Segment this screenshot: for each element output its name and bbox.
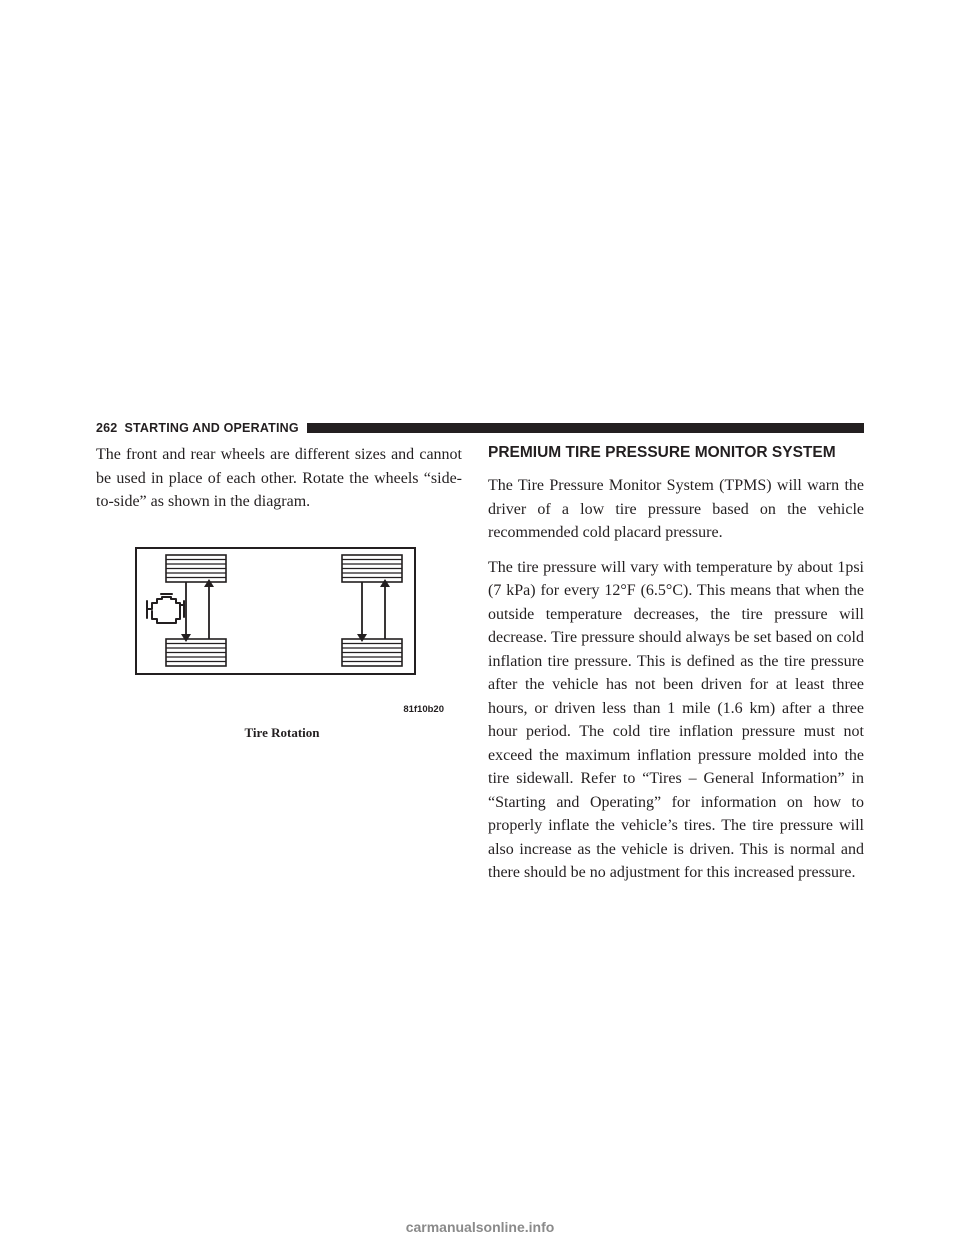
tire-icon bbox=[342, 555, 402, 582]
figure-code: 81f10b20 bbox=[403, 704, 444, 715]
tire-icon bbox=[166, 639, 226, 666]
left-column bbox=[96, 443, 462, 514]
right-column bbox=[488, 443, 864, 885]
section-heading: PREMIUM TIRE PRESSURE MONITOR SYSTEM bbox=[488, 444, 836, 461]
header-rule bbox=[307, 423, 864, 433]
tpms-intro-paragraph: The Tire Pressure Monitor System (TPMS) will warn the driver of a low tire pressure based on the vehicle recommended cold placard pressure. bbox=[488, 477, 864, 541]
rotation-paragraph: The front and rear wheels are different sizes and cannot be used in place of each other. Rotate the wheels “side-to-side” as shown in the diagram. bbox=[96, 446, 462, 510]
page-number: 262 bbox=[96, 421, 118, 435]
tire-rotation-figure bbox=[96, 545, 462, 745]
page-header bbox=[96, 421, 864, 435]
watermark: carmanualsonline.info bbox=[405, 1219, 555, 1235]
tpms-temperature-paragraph: The tire pressure will vary with temperature by about 1psi (7 kPa) for every 12°F (6.5°C). This means that when the outside temperature decreases, the tire pressure will decrease. Tire pressure should always be set based on cold inflation tire pressure. This is defined as the tire pressure after the vehicle has not been driven for at least three hours, or driven less than 1 mile (1.6 km) after a three hour period. The cold tire inflation pressure must not exceed the maximum inflation pressure molded into the tire sidewall. Refer to “Tires – General Information” in “Starting and Operating” for information on how to properly inflate the vehicle’s tires. The tire pressure will also increase as the vehicle is driven. This is normal and there should be no adjustment for this increased pressure. bbox=[488, 558, 864, 881]
tire-rotation-diagram bbox=[96, 545, 462, 720]
figure-caption: Tire Rotation bbox=[244, 725, 320, 740]
tire-icon bbox=[342, 639, 402, 666]
section-title: STARTING AND OPERATING bbox=[124, 421, 299, 435]
tire-icon bbox=[166, 555, 226, 582]
